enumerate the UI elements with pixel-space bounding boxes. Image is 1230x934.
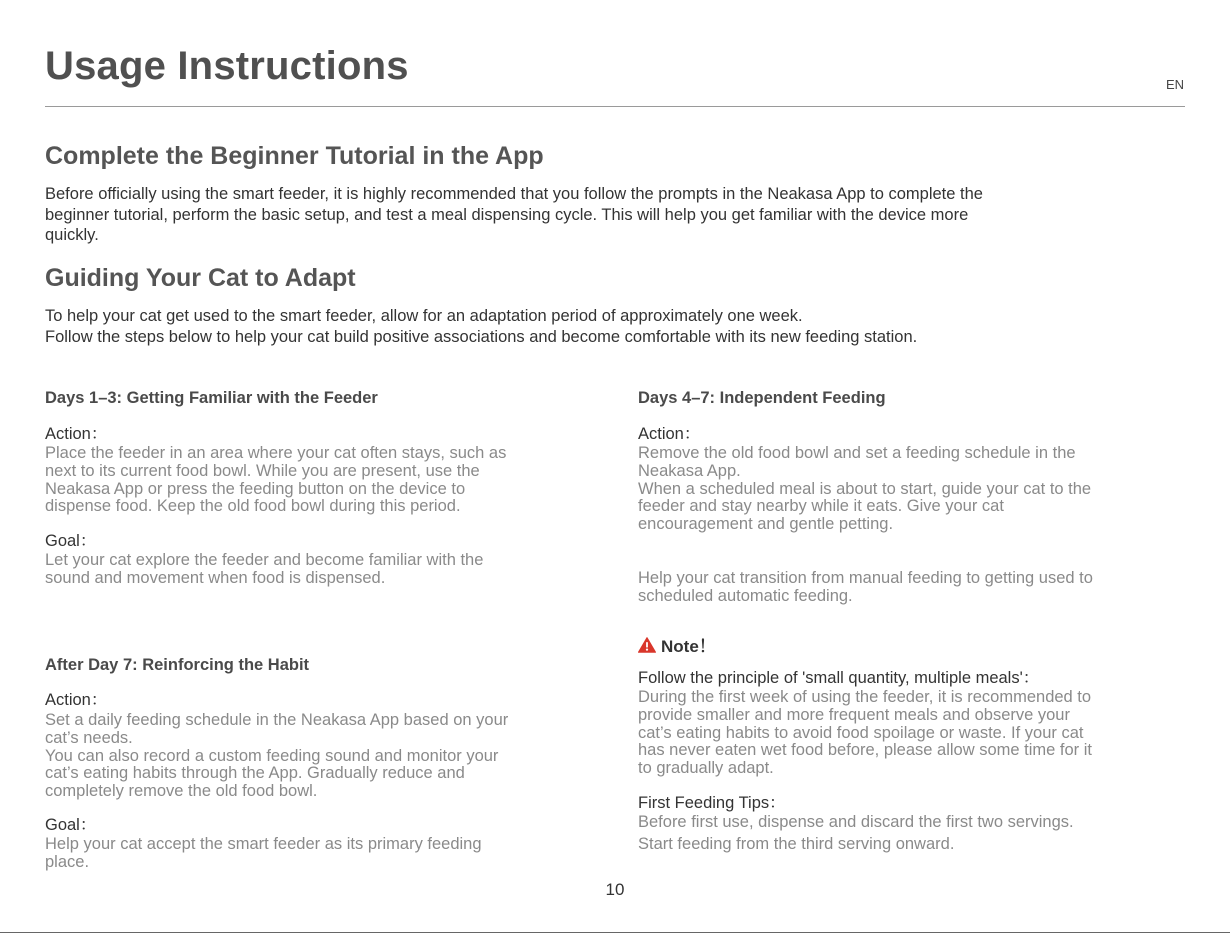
body-line: Set a daily feeding schedule in the Neakasa App based on your [45,711,509,729]
adapt-line: Follow the steps below to help your cat build positive associations and become comfortable with its new feeding station. [45,327,918,346]
note-header [638,632,716,657]
page-number: 10 [605,880,625,899]
note-principle-text [638,689,1183,778]
language-label: EN [1166,77,1185,92]
first-feeding-tip-2: Start feeding from the third serving onward. [638,835,955,853]
after-day-7-action-label: Action： [45,691,108,709]
after-day-7-goal-label: Goal： [45,816,97,834]
days-1-3-title: Days 1–3: Getting Familiar with the Feeder [45,389,378,407]
after-day-7-action-text [45,712,590,801]
warning-icon [638,637,656,653]
first-feeding-tips-label: First Feeding Tips： [638,794,786,812]
body-line: Help your cat transition from manual feeding to getting used to [638,569,1093,587]
body-line: Let your cat explore the feeder and become familiar with the [45,551,484,569]
days-4-7-action-text [638,445,1183,534]
body-line: next to its current food bowl. While you are present, use the [45,461,480,480]
body-line: to gradually adapt. [638,759,774,778]
body-line: Neakasa App. [638,461,741,480]
after-day-7-title: After Day 7: Reinforcing the Habit [45,656,310,674]
tutorial-line: quickly. [45,226,99,244]
body-line: Place the feeder in an area where your cat often stays, such as [45,444,507,462]
days-4-7-title: Days 4–7: Independent Feeding [638,389,886,407]
adapt-heading: Guiding Your Cat to Adapt [45,264,356,292]
body-line: cat’s eating habits to avoid food spoilage or waste. If your cat [638,723,1084,742]
footer-divider [0,932,1230,933]
body-line: You can also record a custom feeding sound and monitor your [45,746,499,765]
note-label: Note！ [661,637,716,656]
tutorial-line: Before officially using the smart feeder, it is highly recommended that you follow the prompts in the Neakasa App to complete the [45,185,983,203]
body-line: feeder and stay nearby while it eats. Give your cat [638,497,1004,516]
body-line: Help your cat accept the smart feeder as its primary feeding [45,835,482,853]
body-line: cat’s needs. [45,728,133,747]
days-4-7-action-label: Action： [638,425,701,443]
header-divider [45,106,1185,107]
body-line: Remove the old food bowl and set a feeding schedule in the [638,444,1076,462]
note-principle-label: Follow the principle of 'small quantity, multiple meals'： [638,669,1040,687]
body-line: cat’s eating habits through the App. Gradually reduce and [45,764,465,783]
body-line: During the first week of using the feeder, it is recommended to [638,688,1092,706]
body-line: sound and movement when food is dispensed. [45,568,386,587]
days-1-3-action-text [45,445,590,516]
body-line: scheduled automatic feeding. [638,586,853,605]
body-line: has never eaten wet food before, please allow some time for it [638,741,1092,760]
page-title: Usage Instructions [45,44,409,88]
adapt-text [45,306,1185,347]
days-1-3-action-label: Action： [45,425,108,443]
body-line: completely remove the old food bowl. [45,782,318,801]
body-line: place. [45,852,90,871]
days-1-3-goal-text [45,552,590,588]
first-feeding-tip-1: Before first use, dispense and discard the first two servings. [638,813,1074,831]
body-line: When a scheduled meal is about to start, guide your cat to the [638,479,1092,498]
tutorial-line: beginner tutorial, perform the basic setup, and test a meal dispensing cycle. This will help you get familiar with the device more [45,205,969,224]
body-line: dispense food. Keep the old food bowl during this period. [45,497,461,516]
body-line: encouragement and gentle petting. [638,515,894,534]
days-4-7-goal-text [638,570,1183,606]
tutorial-heading: Complete the Beginner Tutorial in the App [45,142,544,170]
after-day-7-goal-text [45,836,590,872]
body-line: Neakasa App or press the feeding button on the device to [45,479,466,498]
days-1-3-goal-label: Goal： [45,532,97,550]
adapt-line: To help your cat get used to the smart feeder, allow for an adaptation period of approximately one week. [45,307,803,325]
body-line: provide smaller and more frequent meals and observe your [638,705,1070,724]
tutorial-text [45,184,1185,246]
